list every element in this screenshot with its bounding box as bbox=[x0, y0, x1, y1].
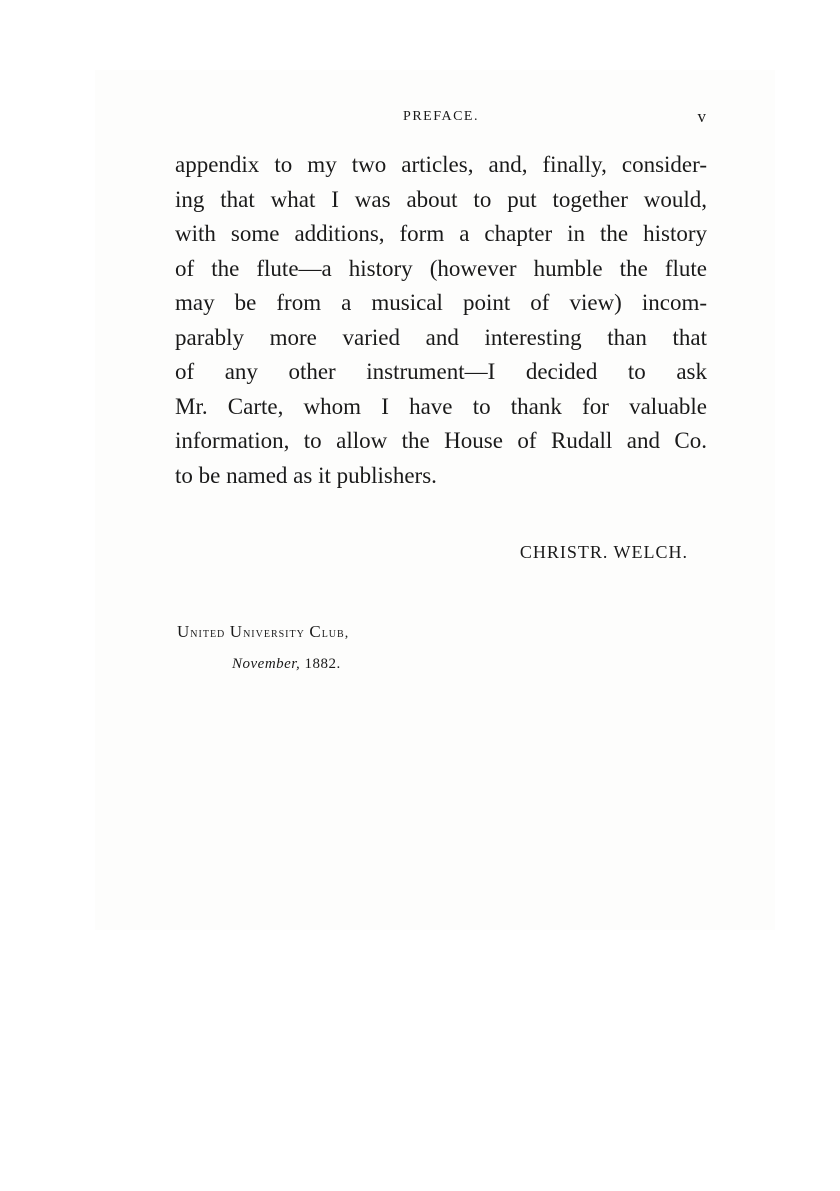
running-head bbox=[175, 104, 707, 130]
text-line: Mr. Carte, whom I have to thank for valuable bbox=[175, 393, 707, 419]
address-initial: U bbox=[177, 622, 191, 641]
address-initial: C bbox=[309, 622, 322, 641]
dateline-year: 1882. bbox=[304, 656, 341, 672]
author-signature: CHRISTR. WELCH. bbox=[519, 542, 688, 562]
address-word: lub, bbox=[321, 626, 350, 641]
text-line: with some additions, form a chapter in the history bbox=[175, 221, 707, 246]
dateline-month: November, bbox=[232, 656, 301, 672]
text-line: information, to allow the House of Rudall and Co. bbox=[175, 428, 707, 453]
preface-body-text bbox=[175, 148, 707, 493]
page-number: v bbox=[697, 107, 707, 126]
text-line: of the flute—a history (however humble the flute bbox=[175, 255, 707, 281]
address-line bbox=[177, 620, 349, 646]
text-line: may be from a musical point of view) incom- bbox=[175, 290, 707, 315]
text-line-last: to be named as it publishers. bbox=[175, 462, 437, 488]
text-line: appendix to my two articles, and, finally, consider- bbox=[175, 152, 707, 177]
running-head-title: PREFACE. bbox=[403, 109, 479, 124]
text-line: parably more varied and interesting than that bbox=[175, 324, 707, 350]
text-line: of any other instrument—I decided to ask bbox=[175, 359, 707, 384]
dateline bbox=[232, 652, 341, 676]
address-word: nited bbox=[190, 626, 226, 641]
address-initial: U bbox=[229, 622, 244, 641]
address-word: niversity bbox=[243, 626, 305, 641]
text-line: ing that what I was about to put together would, bbox=[175, 186, 707, 212]
